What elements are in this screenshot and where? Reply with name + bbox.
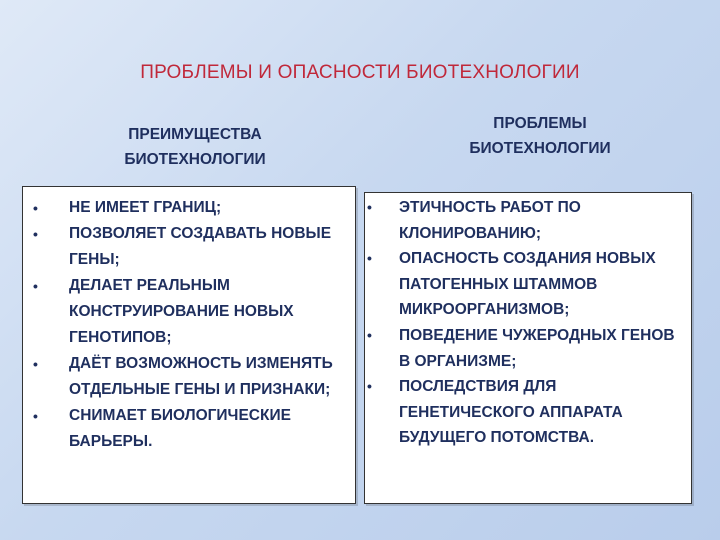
problem-text: ПОВЕДЕНИЕ ЧУЖЕРОДНЫХ ГЕНОВ В ОРГАНИЗМЕ; — [399, 326, 675, 370]
bullet-icon: • — [33, 200, 38, 216]
problems-box — [364, 192, 692, 504]
bullet-icon: • — [33, 226, 38, 242]
advantages-heading-line2: БИОТЕХНОЛОГИИ — [124, 151, 266, 168]
advantage-text: ДЕЛАЕТ РЕАЛЬНЫМ КОНСТРУИРОВАНИЕ НОВЫХ ГЕНОТИПОВ; — [69, 277, 294, 346]
advantages-list — [29, 195, 351, 455]
bullet-icon: • — [367, 326, 372, 343]
problems-heading-line1: ПРОБЛЕМЫ — [493, 115, 587, 132]
list-item — [29, 273, 351, 351]
slide-title: ПРОБЛЕМЫ И ОПАСНОСТИ БИОТЕХНОЛОГИИ — [140, 62, 580, 83]
bullet-icon: • — [33, 408, 38, 424]
bullet-icon: • — [367, 378, 372, 395]
list-item — [29, 403, 351, 455]
list-item — [367, 195, 687, 246]
advantage-text: ДАЁТ ВОЗМОЖНОСТЬ ИЗМЕНЯТЬ ОТДЕЛЬНЫЕ ГЕНЫ И ПРИЗНАКИ; — [69, 355, 333, 398]
advantages-heading-line1: ПРЕИМУЩЕСТВА — [128, 126, 262, 143]
advantage-text: НЕ ИМЕЕТ ГРАНИЦ; — [69, 199, 222, 216]
list-item — [29, 195, 351, 221]
advantages-heading — [60, 122, 330, 172]
problems-list — [367, 195, 687, 451]
list-item — [367, 246, 687, 323]
bullet-icon: • — [33, 278, 38, 294]
bullet-icon: • — [367, 199, 372, 215]
advantage-text: ПОЗВОЛЯЕТ СОЗДАВАТЬ НОВЫЕ ГЕНЫ; — [69, 225, 332, 268]
problem-text: ПОСЛЕДСТВИЯ ДЛЯ ГЕНЕТИЧЕСКОГО АППАРАТА БУДУЩЕГО ПОТОМСТВА. — [399, 378, 623, 447]
bullet-icon: • — [33, 356, 38, 372]
list-item — [29, 221, 351, 273]
advantage-text: СНИМАЕТ БИОЛОГИЧЕСКИЕ БАРЬЕРЫ. — [69, 407, 291, 450]
bullet-icon: • — [367, 250, 372, 267]
problem-text: ЭТИЧНОСТЬ РАБОТ ПО КЛОНИРОВАНИЮ; — [399, 199, 581, 242]
list-item — [367, 374, 687, 451]
list-item — [29, 351, 351, 403]
advantages-box — [22, 186, 356, 504]
problem-text: ОПАСНОСТЬ СОЗДАНИЯ НОВЫХ ПАТОГЕННЫХ ШТАММОВ МИКРООРГАНИЗМОВ; — [399, 250, 656, 319]
problems-heading-line2: БИОТЕХНОЛОГИИ — [469, 140, 611, 157]
list-item — [367, 323, 687, 374]
problems-heading — [405, 111, 675, 161]
